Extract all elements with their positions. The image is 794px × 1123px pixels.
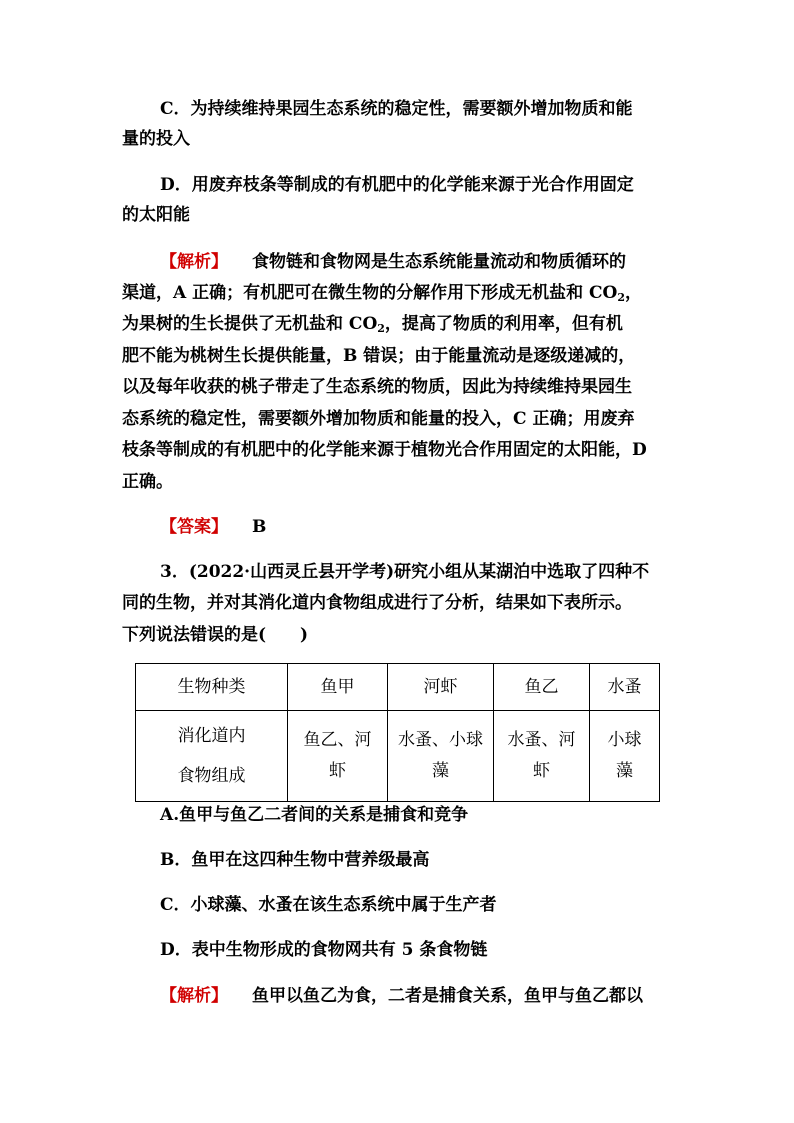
table-row-label (136, 711, 288, 802)
table-cell (494, 711, 590, 802)
analysis-paragraph-line4: 肥不能为桃树生长提供能量，B 错误；由于能量流动是逐级递减的， (122, 346, 636, 366)
question3-line3: 下列说法错误的是( ) (122, 625, 309, 645)
subscript: 2 (617, 291, 626, 304)
analysis-paragraph-line1 (160, 251, 626, 273)
option-d-line2: 的太阳能 (122, 205, 190, 225)
option-c-line2: 量的投入 (122, 129, 190, 149)
answer-line (160, 516, 266, 538)
option-c: C．小球藻、水蚤在该生态系统中属于生产者 (160, 895, 497, 915)
table-cell (388, 711, 494, 802)
analysis-paragraph-line5: 以及每年收获的桃子带走了生态系统的物质，因此为持续维持果园生 (122, 377, 632, 397)
analysis-text: ， (625, 283, 643, 303)
analysis-text: 渠道，A 正确；有机肥可在微生物的分解作用下形成无机盐和 CO (122, 283, 618, 303)
answer-tag: 【答案】 (160, 517, 228, 537)
option-c-line1: C．为持续维持果园生态系统的稳定性，需要额外增加物质和能 (160, 99, 633, 119)
table-cell (288, 711, 388, 802)
cell-line: 水蚤、河 (507, 730, 576, 750)
table-row (136, 711, 660, 802)
table-header-cell: 河虾 (388, 664, 494, 711)
analysis-text: 为果树的生长提供了无机盐和 CO (122, 314, 378, 334)
cell-line: 小球 (607, 730, 642, 750)
question3-line2: 同的生物，并对其消化道内食物组成进行了分析，结果如下表所示。 (122, 593, 632, 613)
analysis-paragraph-line2 (122, 282, 642, 304)
analysis2-line1 (160, 985, 643, 1007)
option-d: D．表中生物形成的食物网共有 5 条食物链 (160, 940, 488, 960)
food-composition-table (135, 663, 660, 802)
cell-line: 虾 (329, 761, 346, 781)
option-a: A.鱼甲与鱼乙二者间的关系是捕食和竞争 (160, 805, 469, 825)
row-label-line: 消化道内 (177, 726, 246, 746)
option-d-line1: D．用废弃枝条等制成的有机肥中的化学能来源于光合作用固定 (160, 175, 634, 195)
option-b: B．鱼甲在这四种生物中营养级最高 (160, 850, 430, 870)
cell-line: 水蚤、小球 (398, 730, 483, 750)
table-header-cell: 鱼甲 (288, 664, 388, 711)
answer-value: B (252, 517, 267, 537)
table-header-cell: 鱼乙 (494, 664, 590, 711)
analysis-tag: 【解析】 (160, 252, 228, 272)
cell-line: 藻 (432, 761, 449, 781)
table-header-cell: 水蚤 (590, 664, 660, 711)
cell-line: 藻 (616, 761, 633, 781)
table-header-row (136, 664, 660, 711)
analysis-paragraph-line7: 枝条等制成的有机肥中的化学能来源于植物光合作用固定的太阳能，D (122, 440, 647, 460)
table-cell (590, 711, 660, 802)
analysis-tag: 【解析】 (160, 986, 228, 1006)
analysis-paragraph-line3 (122, 313, 623, 335)
analysis-paragraph-line6: 态系统的稳定性，需要额外增加物质和能量的投入，C 正确；用废弃 (122, 409, 635, 429)
table-header-cell: 生物种类 (136, 664, 288, 711)
subscript: 2 (377, 322, 385, 335)
analysis-text: 鱼甲以鱼乙为食，二者是捕食关系，鱼甲与鱼乙都以 (252, 986, 643, 1006)
analysis-text: ，提高了物质的利用率，但有机 (384, 314, 623, 334)
analysis-text: 食物链和食物网是生态系统能量流动和物质循环的 (252, 252, 626, 272)
cell-line: 虾 (533, 761, 550, 781)
row-label-line: 食物组成 (177, 766, 246, 786)
question3-line1: 3．(2022·山西灵丘县开学考)研究小组从某湖泊中选取了四种不 (160, 562, 650, 582)
cell-line: 鱼乙、河 (303, 730, 372, 750)
analysis-paragraph-line8: 正确。 (122, 472, 173, 492)
